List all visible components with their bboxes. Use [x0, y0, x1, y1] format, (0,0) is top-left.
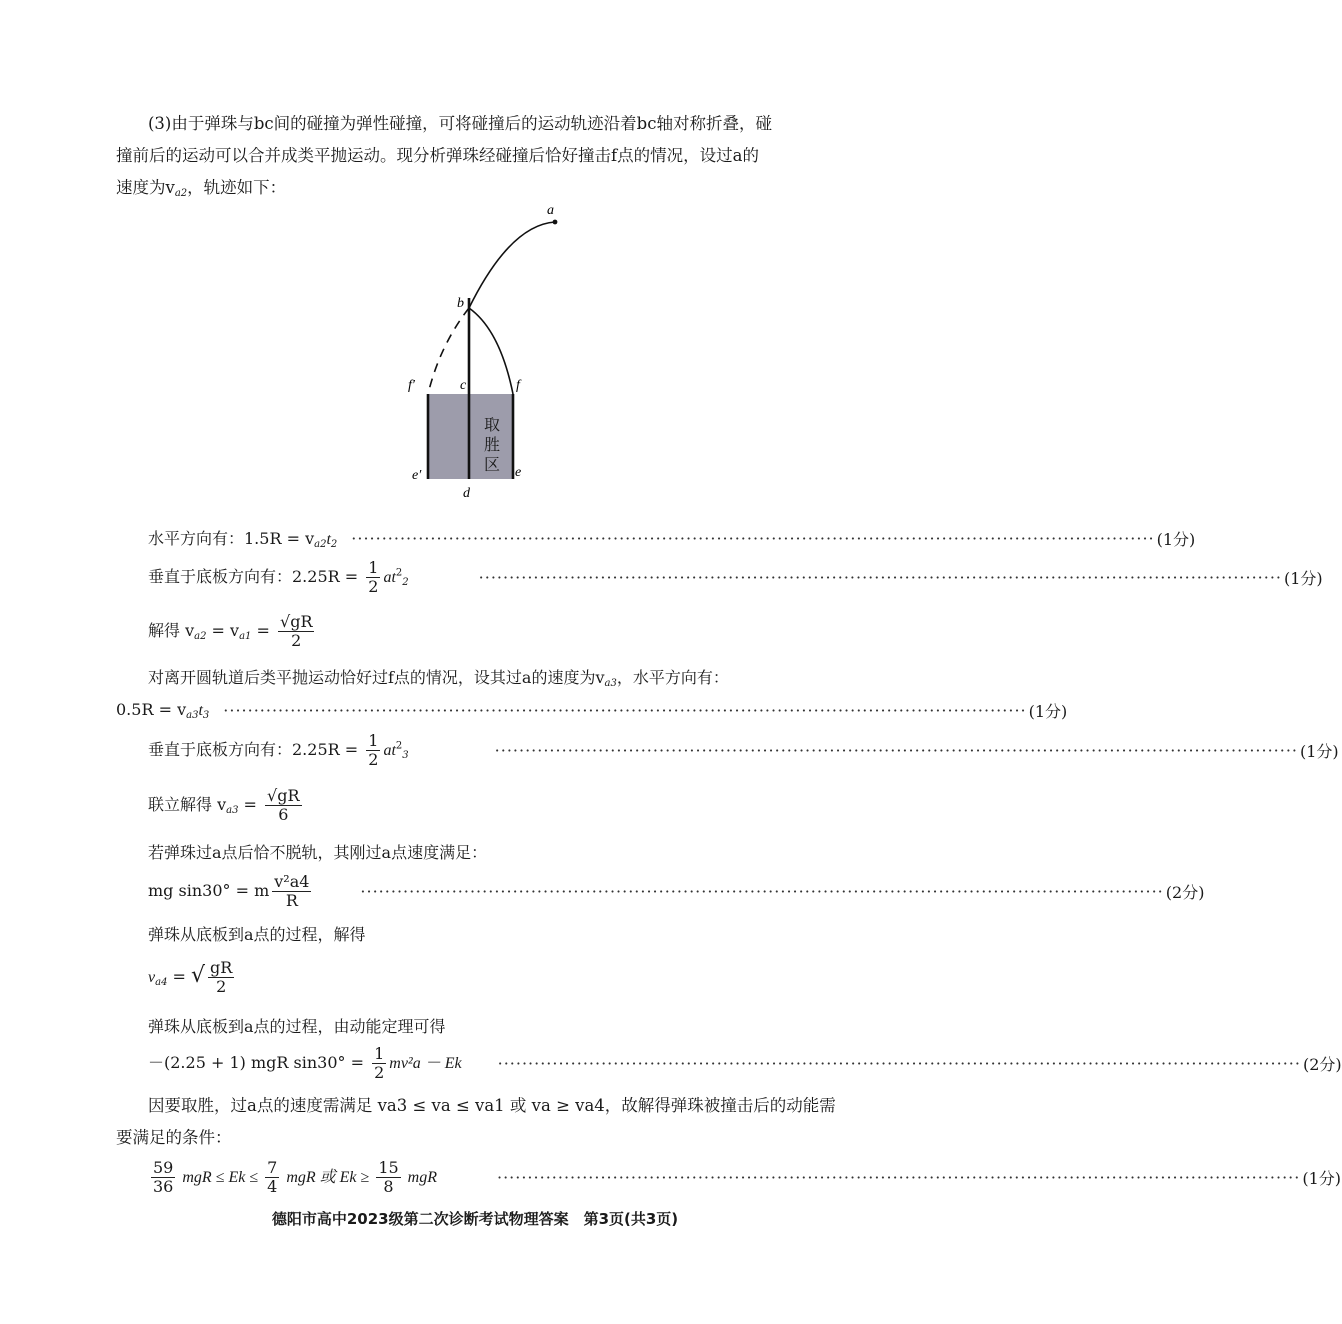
- label-e: e: [515, 465, 522, 480]
- step-horizontal-2: $0.5R = v_{a3}t_3$ ···································································································································· (1分): [116, 699, 1068, 721]
- step-vertical-1: 垂直于底板方向有：2.25R = $\frac{1}{2}$ $at^2_2$ ···································································································································· (1分): [148, 557, 1323, 596]
- step-horizontal-1: 水平方向有：$1.5R = v_{a2}t_2$ ···································································································································· (1分): [148, 528, 1196, 550]
- score-2: (1分): [1284, 568, 1323, 588]
- intro-line-1: (3)由于弹珠与bc间的碰撞为弹性碰撞，可将碰撞后的运动轨迹沿着bc轴对称折叠，碰: [148, 114, 772, 133]
- score-7: (1分): [1302, 1168, 1342, 1188]
- label-f-prime: f′: [408, 378, 415, 393]
- intro-line-2: 撞前后的运动可以合并成类平抛运动。现分析弹珠经碰撞后恰好撞击f点的情况，设过a的: [116, 146, 759, 165]
- score-1: (1分): [1156, 529, 1196, 549]
- step-vertical-2: 垂直于底板方向有：2.25R = $\frac{1}{2}$ $at^2_3$ ···································································································································· (1分): [148, 730, 1339, 769]
- win-zone-label: 取胜区: [483, 415, 500, 474]
- intro-line-3: 速度为$v_{a2}$，轨迹如下：: [116, 178, 287, 199]
- label-a: a: [547, 203, 554, 218]
- step-final-condition: $\frac{59}{36}$ mgR ≤ Ek ≤ $\frac{7}{4}$ mgR 或 Ek ≥ $\frac{15}{8}$ mgR ···································································································································· (1分): [153, 1157, 1342, 1196]
- score-5: (2分): [1165, 882, 1205, 902]
- step-condition-paragraph: [116, 1090, 836, 1154]
- step-va4: $v_{a4}$ = √ $\frac{gR}{2}$: [148, 957, 233, 996]
- score-4: (1分): [1300, 741, 1339, 761]
- point-a-dot: [553, 220, 558, 225]
- trajectory-arc-a-b: [469, 222, 555, 308]
- step-energy-theorem: －(2.25 + 1) mgR sin30° = $\frac{1}{2}$ mv²a － Ek ···································································································································· (2分): [148, 1043, 1342, 1082]
- label-f: f: [516, 378, 520, 393]
- score-6: (2分): [1302, 1054, 1342, 1074]
- condition-line-1: 因要取胜，过a点的速度需满足 va3 ≤ va ≤ va1 或 va ≥ va4，故解得弹珠被撞击后的动能需: [148, 1096, 836, 1115]
- step-case-f-intro: 对离开圆轨道后类平抛运动恰好过f点的情况，设其过a的速度为$v_{a3}$，水平方向有：: [148, 668, 729, 689]
- page-footer: 德阳市高中2023级第二次诊断考试物理答案 第3页(共3页): [271, 1210, 679, 1228]
- label-c: c: [460, 378, 467, 393]
- step-solve-va3: 联立解得 $v_{a3}$ = $\frac{√gR}{6}$: [148, 785, 300, 824]
- step-solve-va2: 解得 $v_{a2} = v_{a1}$ = $\frac{√gR}{2}$: [148, 611, 313, 650]
- step-energy-intro: 弹珠从底板到a点的过程，由动能定理可得: [148, 1016, 446, 1036]
- score-3: (1分): [1028, 701, 1068, 721]
- step-centripetal: mg sin30° = m $\frac{\text{v²a4}}{R}$ ···································································································································· (2分): [148, 871, 1205, 910]
- label-e-prime: e′: [412, 468, 422, 483]
- label-d: d: [463, 486, 470, 501]
- condition-line-2: 要满足的条件：: [116, 1128, 232, 1147]
- step-no-derail-intro: 若弹珠过a点后恰不脱轨，其刚过a点速度满足：: [148, 842, 488, 862]
- label-b: b: [457, 296, 464, 311]
- step-process-intro: 弹珠从底板到a点的过程，解得: [148, 924, 366, 944]
- reflected-path-b-f: [469, 308, 513, 394]
